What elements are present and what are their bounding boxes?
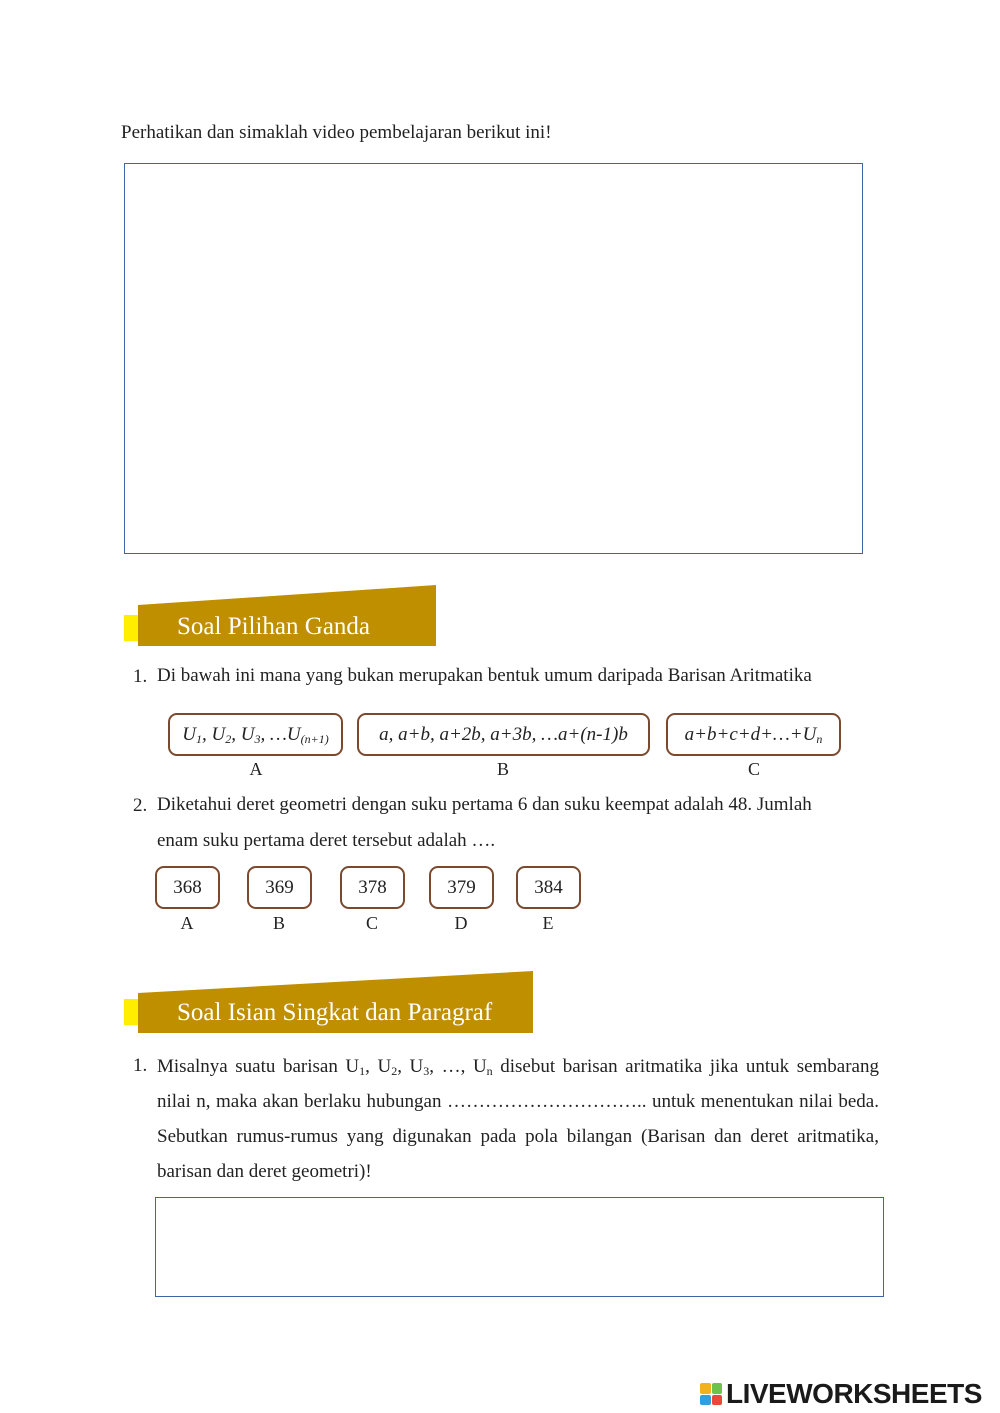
intro-text: Perhatikan dan simaklah video pembelajaran berikut ini! — [121, 122, 552, 143]
liveworksheets-logo — [700, 1378, 982, 1410]
question-number: 1. — [133, 666, 148, 687]
option-c-button[interactable] — [666, 713, 841, 756]
option-value: 368 — [173, 876, 202, 898]
option-value: 378 — [358, 876, 387, 898]
option-letter: B — [496, 759, 509, 779]
question-number: 1. — [133, 1055, 148, 1076]
option-letter: D — [454, 913, 468, 933]
option-letter: C — [747, 759, 760, 779]
option-value: 379 — [447, 876, 476, 898]
option-b-label: a, a+b, a+2b, a+3b, …a+(n-1)b — [379, 723, 628, 745]
option-c-label: $a+b+c+d+\dots+U_n$ — [684, 723, 823, 746]
option-e-button[interactable] — [516, 866, 581, 909]
question-number: 2. — [133, 795, 148, 816]
question-text-line2: enam suku pertama deret tersebut adalah …. — [157, 830, 496, 851]
question-text-line1: Diketahui deret geometri dengan suku pertama 6 dan suku keempat adalah 48. Jumlah — [157, 794, 812, 815]
section-title: Soal Isian Singkat dan Paragraf — [177, 999, 493, 1026]
option-b-button[interactable] — [357, 713, 650, 756]
option-value: 384 — [534, 876, 563, 898]
logo-icon — [700, 1383, 722, 1405]
video-player[interactable] — [124, 163, 863, 554]
option-letter: A — [249, 759, 263, 779]
option-letter: C — [365, 913, 378, 933]
option-b-button[interactable] — [247, 866, 312, 909]
option-value: 369 — [265, 876, 294, 898]
option-d-button[interactable] — [429, 866, 494, 909]
section-banner-short-answer — [124, 971, 544, 1041]
option-a-button[interactable] — [155, 866, 220, 909]
option-letter: E — [542, 913, 554, 933]
section-title: Soal Pilihan Ganda — [177, 613, 371, 640]
option-c-button[interactable] — [340, 866, 405, 909]
question-text: Di bawah ini mana yang bukan merupakan bentuk umum daripada Barisan Aritmatika — [157, 665, 812, 686]
option-a-label: $U_1$, $U_2$, $U_3$, $\dots U_{(n+1)}$ — [182, 723, 329, 746]
option-letter: B — [272, 913, 285, 933]
section-banner-multiple-choice — [124, 585, 444, 655]
option-a-button[interactable] — [168, 713, 343, 756]
answer-textarea[interactable] — [155, 1197, 884, 1297]
logo-text: LIVEWORKSHEETS — [726, 1378, 982, 1409]
option-letter: A — [180, 913, 194, 933]
question-paragraph: Misalnya suatu barisan $U_1$, $U_2$, $U_3$, …, $U_n$ disebut barisan aritmatika jika untuk sembarang nilai n, maka akan berlaku hubungan ………………………….. untuk menentukan nilai beda. Sebutkan rumus-rumus yang digunakan pada pola bilangan (Barisan dan deret aritmatika, barisan dan deret geometri)! — [157, 1056, 879, 1182]
